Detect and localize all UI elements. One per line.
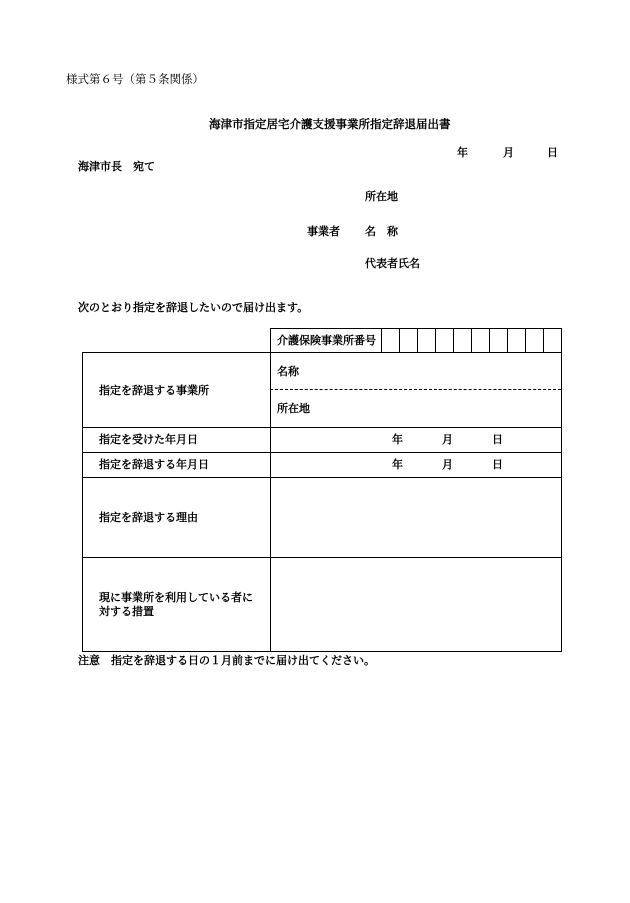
designated-year-unit: 年 (392, 433, 403, 446)
office-name-label: 名称 (277, 365, 299, 378)
reason-label: 指定を辞退する理由 (99, 511, 198, 524)
withdraw-date-label: 指定を辞退する年月日 (99, 458, 209, 471)
note-text: 注意 指定を辞退する日の１月前までに届け出てください。 (78, 654, 375, 667)
designated-date-label: 指定を受けた年月日 (99, 433, 198, 446)
designated-month-unit: 月 (442, 433, 453, 446)
office-label: 指定を辞退する事業所 (99, 384, 209, 397)
form-number: 様式第６号（第５条関係） (66, 72, 204, 86)
address-label: 所在地 (365, 190, 398, 203)
date-year-label: 年 (457, 146, 468, 159)
representative-label: 代表者氏名 (365, 257, 420, 270)
intro-text: 次のとおり指定を辞退したいので届け出ます。 (78, 301, 309, 314)
addressee: 海津市長 宛て (78, 160, 155, 173)
document-title: 海津市指定居宅介護支援事業所指定辞退届出書 (209, 117, 451, 131)
withdraw-day-unit: 日 (492, 458, 503, 471)
designated-day-unit: 日 (492, 433, 503, 446)
measures-label-line1: 現に事業所を利用している者に (99, 591, 253, 604)
name-label: 名 称 (365, 225, 398, 238)
operator-label: 事業者 (307, 225, 340, 238)
office-number-label: 介護保険事業所番号 (277, 334, 376, 347)
withdraw-year-unit: 年 (392, 458, 403, 471)
measures-label-line2: 対する措置 (99, 605, 154, 618)
date-month-label: 月 (503, 146, 514, 159)
withdraw-month-unit: 月 (442, 458, 453, 471)
date-day-label: 日 (547, 146, 558, 159)
office-address-label: 所在地 (277, 402, 310, 415)
